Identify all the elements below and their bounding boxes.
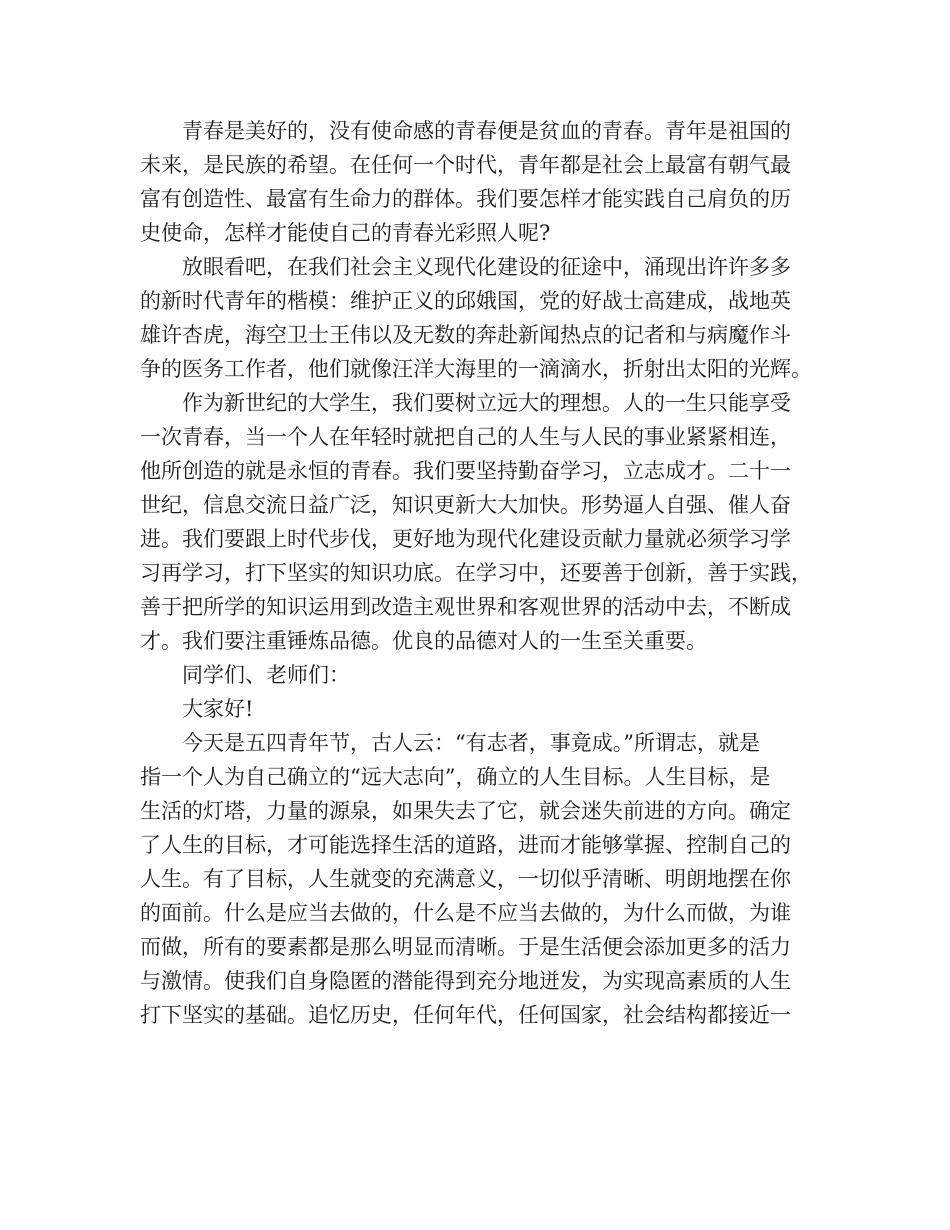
text-line: 的面前。什么是应当去做的，什么是不应当去做的，为什么而做，为谁 xyxy=(140,901,791,925)
salutation xyxy=(140,658,820,692)
text-line: 争的医务工作者，他们就像汪洋大海里的一滴滴水，折射出太阳的光辉。 xyxy=(140,357,812,381)
paragraph-role-models xyxy=(140,250,820,386)
text-line: 世纪，信息交流日益广泛，知识更新大大加快。形势逼人自强、催人奋 xyxy=(140,493,791,517)
text-line: 与激情。使我们自身隐匿的潜能得到充分地迸发，为实现高素质的人生 xyxy=(140,969,791,993)
text-line: 今天是五四青年节，古人云：“有志者，事竟成。”所谓志，就是 xyxy=(182,731,760,755)
text-line: 未来，是民族的希望。在任何一个时代，青年都是社会上最富有朝气最 xyxy=(140,153,791,177)
text-line: 一次青春，当一个人在年轻时就把自己的人生与人民的事业紧紧相连， xyxy=(140,425,791,449)
text-line: 的新时代青年的楷模：维护正义的邱娥国，党的好战士高建成，战地英 xyxy=(140,289,791,313)
text-line: 而做，所有的要素都是那么明显而清晰。于是生活便会添加更多的活力 xyxy=(140,935,791,959)
text-line: 进。我们要跟上时代步伐，更好地为现代化建设贡献力量就必须学习学 xyxy=(140,527,791,551)
text-line: 大家好! xyxy=(182,697,254,721)
text-line: 指一个人为自己确立的“远大志向”，确立的人生目标。人生目标，是 xyxy=(140,765,771,789)
text-line: 习再学习，打下坚实的知识功底。在学习中，还要善于创新，善于实践， xyxy=(140,561,812,585)
text-line: 善于把所学的知识运用到改造主观世界和客观世界的活动中去，不断成 xyxy=(140,595,791,619)
text-line: 人生。有了目标，人生就变的充满意义，一切似乎清晰、明朗地摆在你 xyxy=(140,867,791,891)
paragraph-may-fourth xyxy=(140,726,820,1032)
text-line: 他所创造的就是永恒的青春。我们要坚持勤奋学习，立志成才。二十一 xyxy=(140,459,791,483)
text-line: 富有创造性、最富有生命力的群体。我们要怎样才能实践自己肩负的历 xyxy=(140,187,791,211)
text-line: 作为新世纪的大学生，我们要树立远大的理想。人的一生只能享受 xyxy=(182,391,791,415)
text-line: 同学们、老师们： xyxy=(182,663,350,687)
text-line: 生活的灯塔，力量的源泉，如果失去了它，就会迷失前进的方向。确定 xyxy=(140,799,791,823)
text-line: 放眼看吧，在我们社会主义现代化建设的征途中，涌现出许许多多 xyxy=(182,255,791,279)
text-line: 了人生的目标，才可能选择生活的道路，进而才能够掌握、控制自己的 xyxy=(140,833,791,857)
text-line: 雄许杏虎，海空卫士王伟以及无数的奔赴新闻热点的记者和与病魔作斗 xyxy=(140,323,791,347)
text-line: 青春是美好的，没有使命感的青春便是贫血的青春。青年是祖国的 xyxy=(182,119,791,143)
document-page xyxy=(140,114,820,1032)
paragraph-college-students xyxy=(140,386,820,658)
greeting xyxy=(140,692,820,726)
paragraph-youth-mission xyxy=(140,114,820,250)
text-line: 史使命，怎样才能使自己的青春光彩照人呢? xyxy=(140,221,551,245)
text-line: 才。我们要注重锤炼品德。优良的品德对人的一生至关重要。 xyxy=(140,629,707,653)
text-line: 打下坚实的基础。追忆历史，任何年代，任何国家，社会结构都接近一 xyxy=(140,1003,791,1027)
